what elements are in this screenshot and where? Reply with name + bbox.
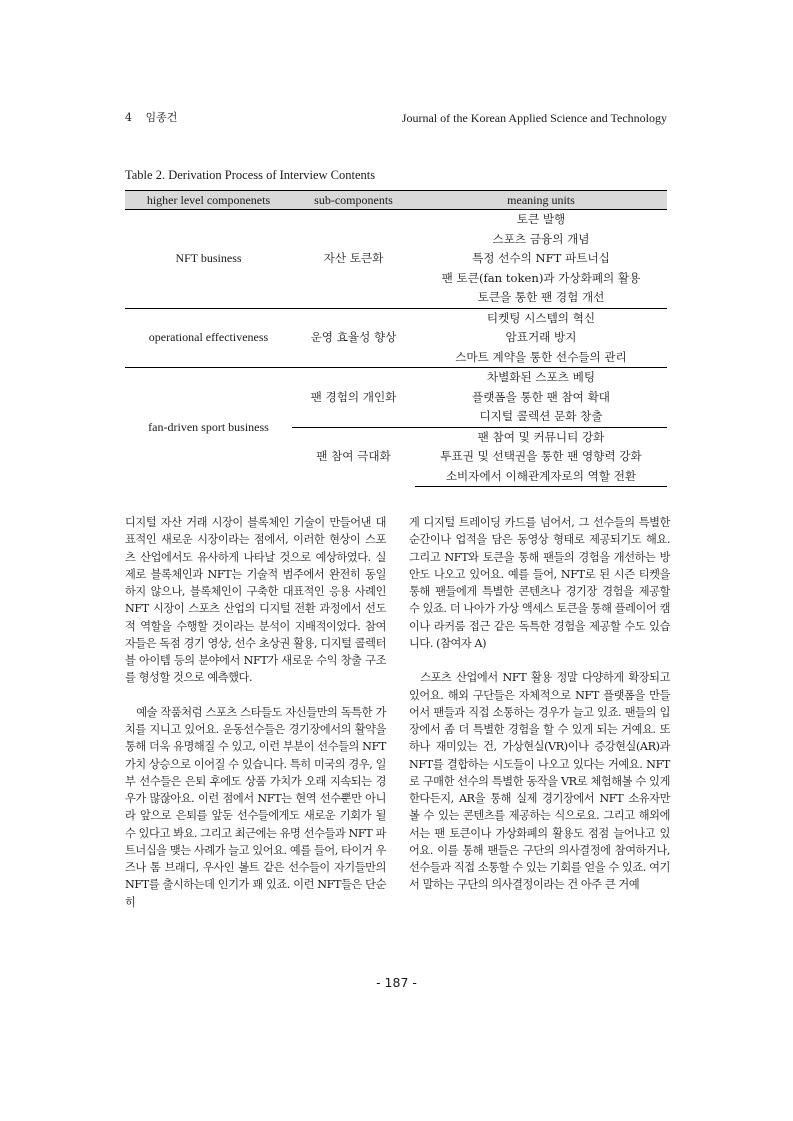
- sub-component: 팬 경험의 개인화: [292, 368, 415, 428]
- sub-component: 운영 효율성 향상: [292, 308, 415, 368]
- meaning-unit: 차별화된 스포츠 베팅: [415, 368, 667, 388]
- interview-quote: 게 디지털 트레이딩 카드를 넘어서, 그 선수들의 특별한 순간이나 업적을 담은 동영상 형태로 제공되기도 해요. 그리고 NFT와 토큰을 통해 팬들의 경험을 개선하는 방안도 나오고 있어요. 예를 들어, NFT로 된 시즌 티켓을 통해 팬들에게 특별한 콘텐츠나 경기장 경험을 제공할 수 있죠. 더 나아가 가상 액세스 토큰을 통해 플레이어 캠이나 라커룸 접근 같은 독특한 경험을 제공할 수도 있습니다. (참여자 A): [409, 516, 670, 650]
- meaning-unit: 팬 토큰(fan token)과 가상화폐의 활용: [441, 270, 641, 285]
- table-row: [125, 368, 667, 388]
- meaning-unit: 디지털 콜렉션 문화 창출: [479, 409, 603, 423]
- table-header-row: [125, 191, 667, 210]
- header-journal: Journal of the Korean Applied Science and Technology: [401, 111, 667, 125]
- meaning-unit: 토큰을 통한 팬 경험 개선: [477, 290, 605, 304]
- table-row: [125, 308, 667, 328]
- meaning-unit: 특정 선수의 NFT 파트너십: [472, 251, 610, 265]
- meaning-unit: 팬 참여 및 커뮤니티 강화: [415, 427, 667, 447]
- body-column-right: [409, 514, 670, 894]
- meaning-unit: 투표권 및 선택권을 통한 팬 영향력 강화: [440, 449, 642, 463]
- meaning-unit: 소비자에서 이해관계자로의 역할 전환: [415, 467, 667, 487]
- header-left: [125, 111, 177, 125]
- meaning-unit: 암표거래 방지: [505, 330, 577, 344]
- column-header-meaning: meaning units: [415, 191, 667, 210]
- interview-quote: 스포츠 산업에서 NFT 활용 정말 다양하게 확장되고 있어요. 해외 구단들은 자체적으로 NFT 플랫폼을 만들어서 팬들과 직접 소통하는 경우가 늘고 있죠. 팬들의 입장에서 좀 더 특별한 경험을 할 수 있게 되는 거예요. 또 하나 재미있는 건, 가상현실(VR)이나 증강현실(AR)과 NFT를 결합하는 시도들이 나오고 있다는 거예요. NFT로 구매한 선수의 특별한 동작을 VR로 체험해볼 수 있게 한다든지, AR을 통해 실제 경기장에서 NFT 소유자만 볼 수 있는 콘텐츠를 제공하는 식으로요. 그리고 해외에서는 팬 토큰이나 가상화폐의 활용도 점점 늘어나고 있어요. 이를 통해 팬들은 구단의 의사결정에 참여하거나, 선수들과 직접 소통할 수 있는 기회를 얻을 수 있죠. 여기서 말하는 구단의 의사결정이라는 건 아주 큰 거예: [409, 671, 670, 892]
- interview-table: [125, 190, 667, 487]
- meaning-unit: 티켓팅 시스템의 혁신: [415, 308, 667, 328]
- header-page-number: 4: [125, 111, 132, 124]
- sub-component: 자산 토큰화: [292, 210, 415, 309]
- body-paragraph: 디지털 자산 거래 시장이 블록체인 기술이 만들어낸 대표적인 새로운 시장이라는 점에서, 이러한 현상이 스포츠 산업에서도 유사하게 나타날 것으로 예상하였다. 실제로 블록체인과 NFT는 기술적 범주에서 완전히 동일하지 않으나, 블록체인이 구축한 대표적인 응용 사례인 NFT 시장이 스포츠 산업의 디지털 전환 과정에서 선도적 역할을 수행할 것이라는 분석이 지배적이었다. 참여자들은 독점 경기 영상, 선수 초상권 활용, 디지털 콜렉터블 아이템 등의 분야에서 NFT가 새로운 수익 창출 구조를 형성할 것으로 예측했다.: [125, 516, 386, 685]
- page-footer-number: - 187 -: [376, 975, 417, 990]
- meaning-unit: 토큰 발행: [415, 210, 667, 230]
- meaning-unit: 스마트 계약을 통한 선수들의 관리: [455, 349, 627, 364]
- column-header-sub: sub-components: [292, 191, 415, 210]
- higher-component: operational effectiveness: [125, 308, 292, 368]
- meaning-unit: 플랫폼을 통한 팬 참여 확대: [472, 389, 610, 404]
- interview-quote: 예술 작품처럼 스포츠 스타들도 자신들만의 독특한 가치를 지니고 있어요. 운동선수들은 경기장에서의 활약을 통해 더욱 유명해질 수 있고, 이런 부분이 선수들의 NFT 가치 상승으로 이어질 수 있습니다. 특히 미국의 경우, 일부 선수들은 은퇴 후에도 상품 가치가 오래 지속되는 경우가 많잖아요. 이런 점에서 NFT는 현역 선수뿐만 아니라 앞으로 은퇴를 앞둔 선수들에게도 새로운 기회가 될 수 있다고 봐요. 그리고 최근에는 유명 선수들과 NFT 파트너십을 맺는 사례가 늘고 있어요. 예를 들어, 타이거 우즈나 톰 브래디, 우사인 볼트 같은 선수들이 자기들만의 NFT를 출시하는데 인기가 꽤 있죠. 이런 NFT들은 단순히: [125, 705, 386, 909]
- higher-component: NFT business: [125, 210, 292, 309]
- column-header-higher: higher level componenets: [125, 191, 292, 210]
- table-row: [125, 210, 667, 230]
- higher-component: fan-driven sport business: [125, 368, 292, 487]
- sub-component: 팬 참여 극대화: [292, 427, 415, 487]
- body-column-left: [125, 514, 386, 911]
- meaning-unit: 스포츠 금융의 개념: [492, 231, 590, 246]
- table-caption: Table 2. Derivation Process of Interview Contents: [125, 168, 376, 182]
- header-author: 임종건: [145, 111, 178, 124]
